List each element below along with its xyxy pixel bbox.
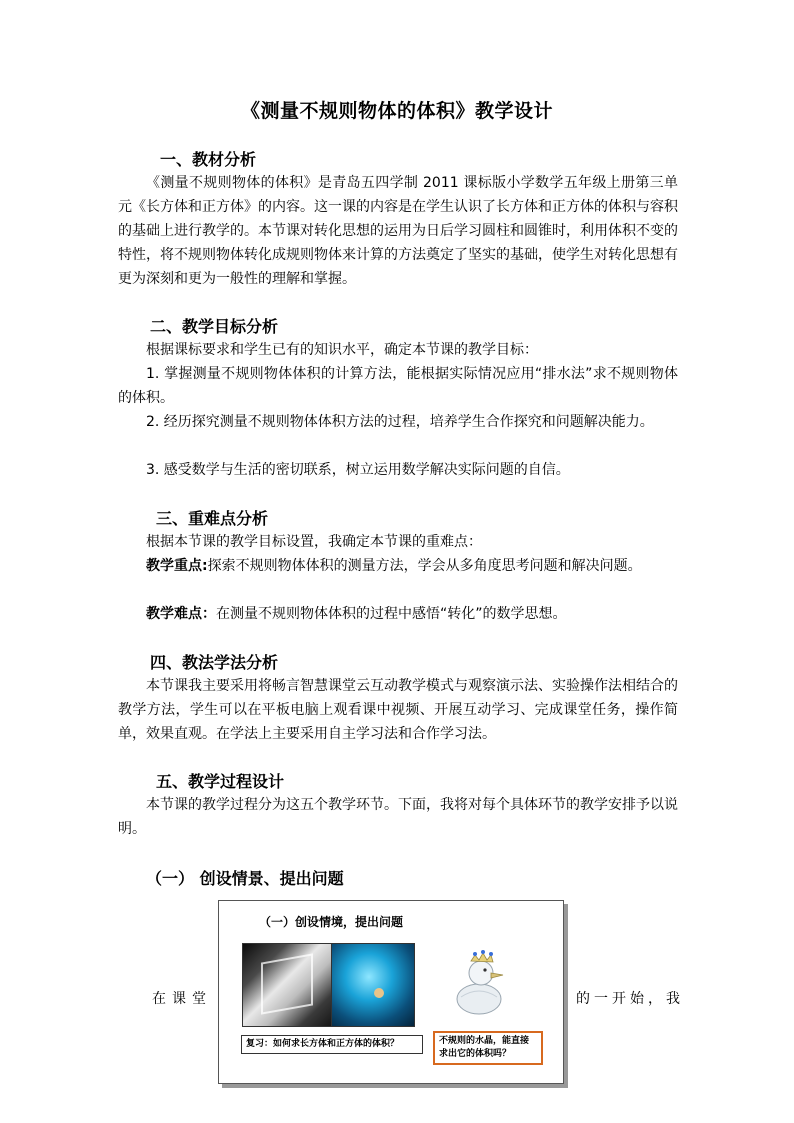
inline-text-right: 的一开始，我 (576, 991, 684, 1007)
inline-text-left: 在课堂 (152, 991, 212, 1007)
subsection-heading: （一） 创设情景、提出问题 (146, 869, 344, 888)
difficulty-text: 在测量不规则物体体积的过程中感悟“转化”的数学思想。 (216, 606, 567, 622)
section-3-intro: 根据本节课的教学目标设置，我确定本节课的重难点： (146, 534, 482, 550)
section-2-goal-1: 1. 掌握测量不规则物体体积的计算方法，能根据实际情况应用“排水法”求不规则物体的体积。 (118, 366, 678, 406)
difficulty-paragraph (118, 602, 678, 626)
section-heading-3: 三、重难点分析 (156, 509, 269, 528)
document-title: 《测量不规则物体的体积》教学设计 (240, 100, 553, 122)
section-1-paragraph: 《测量不规则物体的体积》是青岛五四学制 2011 课标版小学数学五年级上册第三单元《长方体和正方体》的内容。这一课的内容是在学生认识了长方体和正方体的体积与容积的基础上进行教学的。本节课对转化思想的运用为日后学习圆柱和圆锥时，利用体积不变的特性，将不规则物体转化成规则物体来计算的方法奠定了坚实的基础，使学生对转化思想有更为深刻和更为一般性的理解和掌握。 (118, 175, 678, 287)
slide-caption-review: 复习：如何求长方体和正方体的体积？ (241, 1035, 423, 1054)
section-4-paragraph: 本节课我主要采用将畅言智慧课堂云互动教学模式与观察演示法、实验操作法相结合的教学方法，学生可以在平板电脑上观看课中视频、开展互动学习、完成课堂任务，操作简单，效果直观。在学法上主要采用自主学习法和合作学习法。 (118, 678, 678, 742)
embedded-slide (218, 900, 564, 1084)
slide-title: （一）创设情境，提出问题 (259, 915, 404, 929)
key-point-label: 教学重点: (146, 558, 208, 574)
crystal-cuboid-image (242, 943, 336, 1027)
blue-cube-image (331, 943, 415, 1027)
key-point-paragraph (118, 554, 678, 578)
section-2-goal-2: 2. 经历探究测量不规则物体体积方法的过程，培养学生合作探究和问题解决能力。 (146, 414, 654, 430)
section-2-intro: 根据课标要求和学生已有的知识水平，确定本节课的教学目标： (146, 342, 538, 358)
difficulty-label: 教学难点： (146, 606, 216, 622)
slide-caption-question: 不规则的水晶，能直接求出它的体积吗？ (433, 1031, 543, 1065)
crystal-duck-image (451, 945, 507, 1017)
section-heading-1: 一、教材分析 (160, 150, 257, 169)
section-5-paragraph: 本节课的教学过程分为这五个教学环节。下面，我将对每个具体环节的教学安排予以说明。 (118, 797, 678, 837)
section-heading-4: 四、教法学法分析 (150, 653, 279, 672)
section-heading-5: 五、教学过程设计 (156, 772, 285, 791)
section-2-goal-3: 3. 感受数学与生活的密切联系，树立运用数学解决实际问题的自信。 (146, 462, 570, 478)
key-point-text: 探索不规则物体体积的测量方法，学会从多角度思考问题和解决问题。 (207, 558, 642, 574)
section-heading-2: 二、教学目标分析 (150, 317, 279, 336)
